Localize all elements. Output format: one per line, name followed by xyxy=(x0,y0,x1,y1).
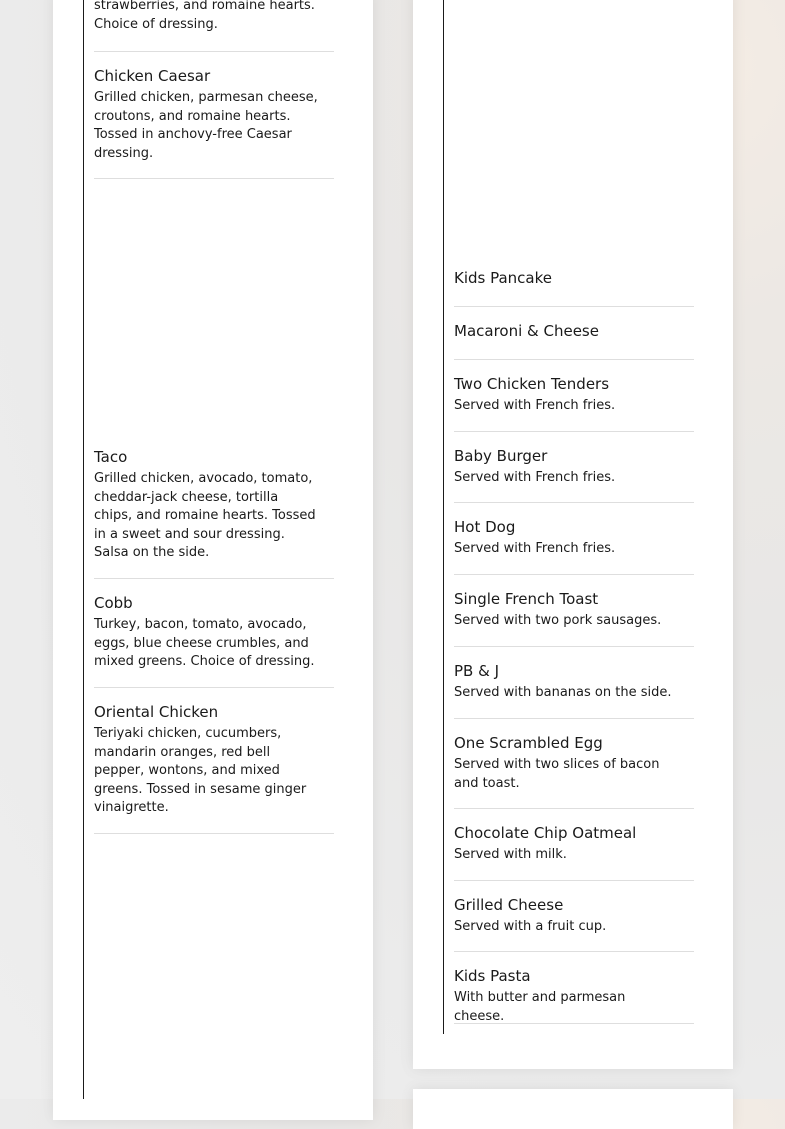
menu-item xyxy=(94,702,334,834)
salads-column-rule xyxy=(83,0,84,1099)
menu-item xyxy=(454,966,694,1024)
menu-item xyxy=(454,661,694,719)
menu-item-description: Served with milk. xyxy=(454,847,567,862)
menu-item-description: Grilled chicken, avocado, tomato, cheddar-jack cheese, tortilla chips, and romaine hearts. Tossed in a sweet and sour dressing. Salsa on the side. xyxy=(94,471,316,561)
menu-item-description: Served with two pork sausages. xyxy=(454,613,662,628)
menu-item xyxy=(454,446,694,503)
menu-item xyxy=(454,374,694,432)
menu-item-name: Chocolate Chip Oatmeal xyxy=(454,824,637,842)
menu-item xyxy=(94,447,334,579)
menu-item-description: Served with bananas on the side. xyxy=(454,685,672,700)
menu-item-description: Served with a fruit cup. xyxy=(454,919,607,934)
menu-item xyxy=(454,733,694,809)
menu-item xyxy=(454,268,694,307)
menu-item-description: strawberries, and romaine hearts. Choice of dressing. xyxy=(94,0,315,32)
menu-item-name: Macaroni & Cheese xyxy=(454,322,599,340)
menu-item-name: Cobb xyxy=(94,594,133,612)
menu-item xyxy=(454,823,694,881)
menu-item-description: Served with two slices of bacon and toast. xyxy=(454,757,660,791)
menu-item-name: Baby Burger xyxy=(454,447,548,465)
menu-item-name: PB & J xyxy=(454,662,499,680)
menu-item xyxy=(454,517,694,575)
menu-item-name: Two Chicken Tenders xyxy=(454,375,610,393)
menu-item-name: One Scrambled Egg xyxy=(454,734,603,752)
menu-item xyxy=(454,589,694,647)
menu-item-description: With butter and parmesan cheese. xyxy=(454,990,626,1024)
next-menu-card xyxy=(413,1089,733,1129)
menu-item xyxy=(94,66,334,179)
menu-item-name: Single French Toast xyxy=(454,590,599,608)
menu-item-description: Turkey, bacon, tomato, avocado, eggs, blue cheese crumbles, and mixed greens. Choice of dressing. xyxy=(94,617,315,670)
menu-item-description: Teriyaki chicken, cucumbers, mandarin oranges, red bell pepper, wontons, and mixed greens. Tossed in sesame ginger vinaigrette. xyxy=(94,726,307,816)
menu-item-name: Hot Dog xyxy=(454,518,516,536)
menu-item-description: Served with French fries. xyxy=(454,470,616,485)
menu-item-description: Grilled chicken, parmesan cheese, croutons, and romaine hearts. Tossed in anchovy-free Caesar dressing. xyxy=(94,90,318,161)
menu-item-description: Served with French fries. xyxy=(454,398,616,413)
menu-item-name: Kids Pancake xyxy=(454,269,552,287)
menu-item xyxy=(454,321,694,360)
menu-item-name: Chicken Caesar xyxy=(94,67,211,85)
menu-item xyxy=(94,593,334,688)
menu-item-name: Grilled Cheese xyxy=(454,896,564,914)
menu-item xyxy=(454,895,694,952)
menu-item-name: Taco xyxy=(94,448,128,466)
kids-column-rule xyxy=(443,0,444,1034)
menu-item-name: Oriental Chicken xyxy=(94,703,219,721)
menu-item-description: Served with French fries. xyxy=(454,541,616,556)
menu-item-name: Kids Pasta xyxy=(454,967,531,985)
menu-item-partial xyxy=(94,0,334,52)
